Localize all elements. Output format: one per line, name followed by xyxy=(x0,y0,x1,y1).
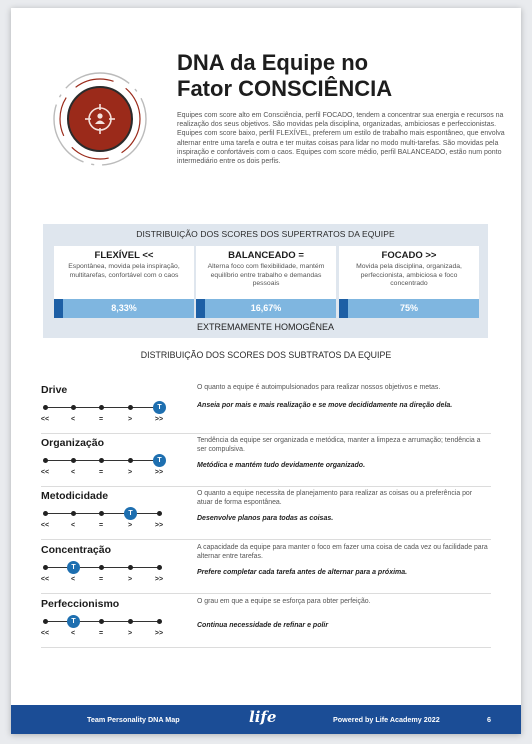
subtrait-row xyxy=(41,488,491,540)
supertrait-bar xyxy=(196,299,336,318)
scale-dot xyxy=(99,405,104,410)
scale-dot xyxy=(128,458,133,463)
footer-credit: Powered by Life Academy 2022 xyxy=(333,715,440,724)
scale-label: > xyxy=(127,469,133,476)
supertrait-percent: 8,33% xyxy=(111,303,137,313)
scale-label: >> xyxy=(154,522,164,529)
scale-dot xyxy=(99,511,104,516)
team-score-marker: T xyxy=(153,454,166,467)
scale-dot xyxy=(99,458,104,463)
scale-label: << xyxy=(40,469,50,476)
supertrait-label: FLEXÍVEL << xyxy=(94,250,154,261)
scale-label: < xyxy=(70,576,76,583)
title-line-2: Fator CONSCIÊNCIA xyxy=(177,76,393,101)
subtrait-row xyxy=(41,382,491,434)
subtrait-verdict: Desenvolve planos para todas as coisas. xyxy=(197,515,334,522)
supertrait-focado xyxy=(339,246,479,318)
team-score-marker: T xyxy=(153,401,166,414)
scale-dot xyxy=(128,619,133,624)
scale-label: = xyxy=(98,576,104,583)
scale-label: << xyxy=(40,630,50,637)
subtrait-description: A capacidade da equipe para manter o foco em fazer uma coisa de cada vez ou facilidade para alternar entre tarefas. xyxy=(197,544,488,560)
scale-dot xyxy=(128,405,133,410)
subtrait-scale xyxy=(41,508,171,534)
scale-label: >> xyxy=(154,576,164,583)
team-score-marker: T xyxy=(67,615,80,628)
supertrait-label: FOCADO >> xyxy=(381,250,437,261)
subtrait-description: O grau em que a equipe se esforça para obter perfeição. xyxy=(197,598,371,605)
scale-label: < xyxy=(70,630,76,637)
supertraits-heading: DISTRIBUIÇÃO DOS SCORES DOS SUPERTRATOS DA EQUIPE xyxy=(136,229,395,239)
target-person-icon xyxy=(84,103,116,135)
scale-dot xyxy=(99,565,104,570)
title-line-1: DNA da Equipe no xyxy=(177,50,369,75)
footer-report-name: Team Personality DNA Map xyxy=(87,715,180,724)
scale-label: << xyxy=(40,522,50,529)
scale-label: > xyxy=(127,630,133,637)
scale-label: = xyxy=(98,416,104,423)
scale-dot xyxy=(157,565,162,570)
scale-label: < xyxy=(70,522,76,529)
subtrait-verdict: Metódica e mantém tudo devidamente organizado. xyxy=(197,462,366,469)
subtrait-row xyxy=(41,542,491,594)
subtrait-name: Metodicidade xyxy=(41,490,109,502)
subtrait-row xyxy=(41,435,491,487)
scale-label: < xyxy=(70,416,76,423)
emblem xyxy=(51,70,149,168)
emblem-disc xyxy=(67,86,133,152)
subtrait-verdict: Continua necessidade de refinar e polir xyxy=(197,622,329,629)
scale-label: >> xyxy=(154,416,164,423)
scale-dot xyxy=(157,619,162,624)
subtrait-description: O quanto a equipe necessita de planejamento para realizar as coisas ou a preferência por atuar de forma espontânea. xyxy=(197,490,473,506)
subtraits-heading: DISTRIBUIÇÃO DOS SCORES DOS SUBTRATOS DA EQUIPE xyxy=(140,350,392,360)
subtrait-scale xyxy=(41,562,171,588)
scale-dot xyxy=(43,458,48,463)
scale-label: = xyxy=(98,630,104,637)
scale-label: << xyxy=(40,576,50,583)
supertrait-description: Movida pela disciplina, organizada, perfeccionista, ambiciosa e foco concentrado xyxy=(356,263,462,288)
document-page xyxy=(11,8,521,734)
subtrait-name: Organização xyxy=(41,437,105,449)
scale-dot xyxy=(43,405,48,410)
supertrait-bar xyxy=(339,299,479,318)
supertrait-percent: 16,67% xyxy=(250,303,282,313)
page-title xyxy=(177,50,507,102)
subtrait-description: O quanto a equipe é autoimpulsionados para realizar nossos objetivos e metas. xyxy=(197,384,441,391)
subtrait-scale xyxy=(41,402,171,428)
supertrait-flexivel xyxy=(54,246,194,318)
scale-dot xyxy=(71,458,76,463)
supertrait-label: BALANCEADO = xyxy=(228,250,304,261)
subtrait-name: Perfeccionismo xyxy=(41,598,120,610)
subtrait-description: Tendência da equipe ser organizada e metódica, manter a limpeza e arrumação; tendência a ser compulsiva. xyxy=(197,437,481,453)
scale-label: << xyxy=(40,416,50,423)
scale-label: > xyxy=(127,522,133,529)
subtrait-verdict: Prefere completar cada tarefa antes de alternar para a próxima. xyxy=(197,569,408,576)
scale-label: >> xyxy=(154,630,164,637)
supertrait-balanceado xyxy=(196,246,336,318)
team-score-marker: T xyxy=(124,507,137,520)
supertrait-description: Alterna foco com flexibilidade, mantém equilíbrio entre trabalho e demandas pessoais xyxy=(207,263,325,288)
scale-label: > xyxy=(127,416,133,423)
scale-dot xyxy=(43,511,48,516)
scale-dot xyxy=(43,619,48,624)
footer-logo: life xyxy=(249,708,277,726)
subtrait-name: Drive xyxy=(41,384,68,396)
scale-label: = xyxy=(98,522,104,529)
homogeneity-summary: EXTREMAMENTE HOMOGÊNEA xyxy=(196,322,334,332)
scale-label: > xyxy=(127,576,133,583)
scale-dot xyxy=(43,565,48,570)
scale-dot xyxy=(71,511,76,516)
subtrait-name: Concentração xyxy=(41,544,112,556)
intro-text: Equipes com score alto em Consciência, perfil FOCADO, tendem a concentrar sua energia e recursos na realização dos seus objetivos. São movidas pela disciplina, organizadas, ambiciosas e perfeccionistas. Equipes com score baixo, perfil FLEXÍVEL, preferem um estilo de trabalho mais espontâneo, que envolva alternar entre uma tarefa e outra e ter muitas coisas para lidar no modo multi-tarefas. São movidas pela inspiração e confortáveis com o caos. Equipes com score médio, perfil BALANCEADO, estão num ponto intermediário entre os dois perfis. xyxy=(177,112,505,166)
page-footer xyxy=(11,705,521,734)
scale-dot xyxy=(99,619,104,624)
subtrait-verdict: Anseia por mais e mais realização e se move decididamente na direção dela. xyxy=(197,402,453,409)
subtrait-scale xyxy=(41,616,171,642)
page-number: 6 xyxy=(487,715,491,724)
scale-dot xyxy=(157,511,162,516)
subtrait-scale xyxy=(41,455,171,481)
scale-label: >> xyxy=(154,469,164,476)
team-score-marker: T xyxy=(67,561,80,574)
supertrait-percent: 75% xyxy=(399,303,418,313)
supertrait-description: Espontânea, movida pela inspiração, multitarefas, confortável com o caos xyxy=(68,263,180,279)
scale-label: < xyxy=(70,469,76,476)
supertraits-panel xyxy=(43,224,488,338)
subtrait-row xyxy=(41,596,491,648)
supertrait-bar xyxy=(54,299,194,318)
scale-label: = xyxy=(98,469,104,476)
scale-dot xyxy=(128,565,133,570)
scale-dot xyxy=(71,405,76,410)
